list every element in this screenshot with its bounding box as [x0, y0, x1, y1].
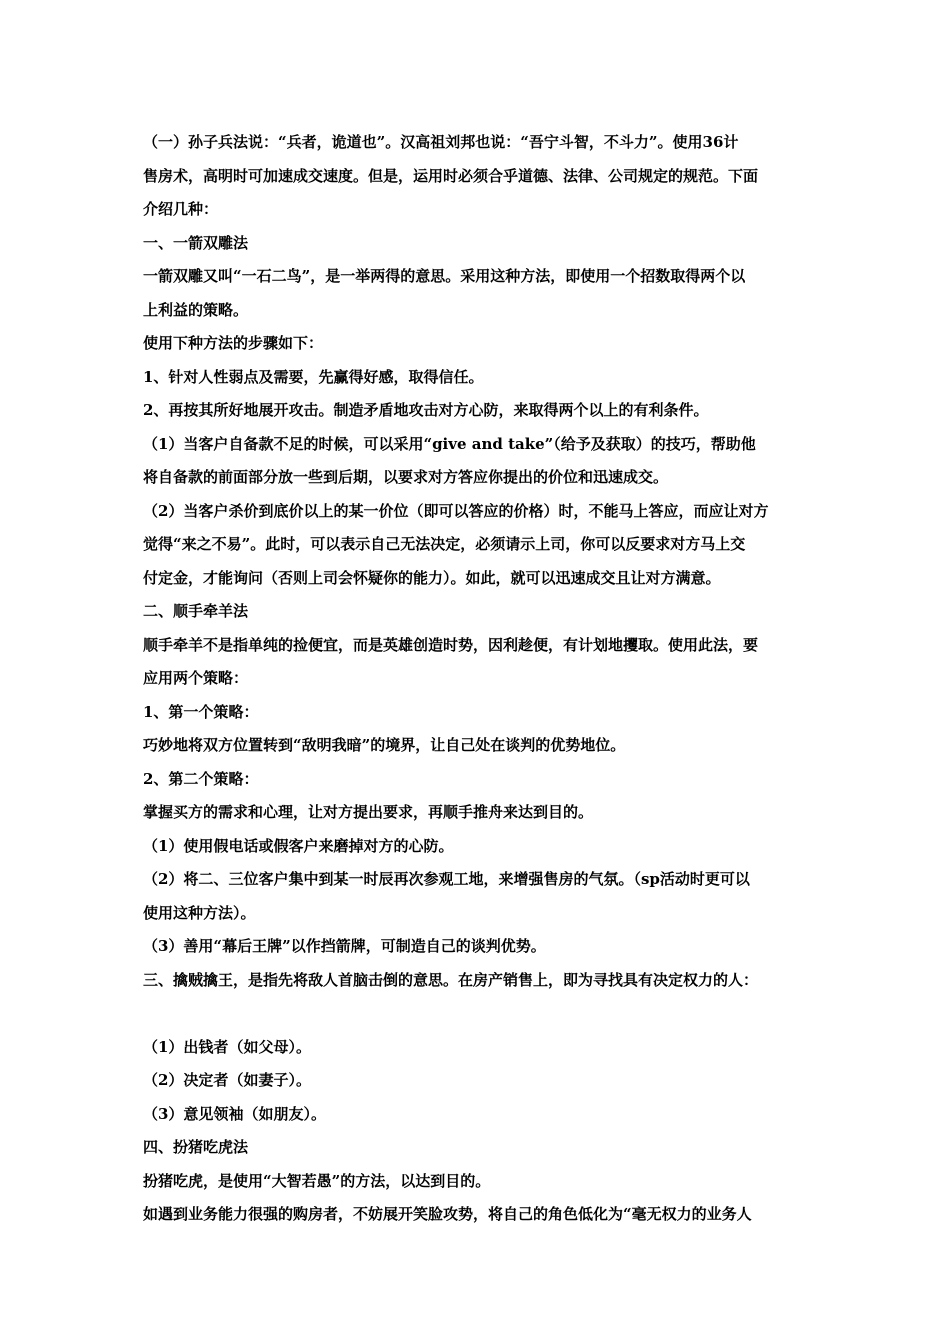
text-line: （2）决定者（如妻子）。 [143, 1071, 311, 1089]
text-line: （3）意见领袖（如朋友）。 [143, 1104, 326, 1123]
text-line: 将自备款的前面部分放一些到后期，以要求对方答应你提出的价位和迅速成交。 [143, 468, 669, 486]
text-line: （1）使用假电话或假客户来磨掉对方的心防。 [143, 836, 454, 855]
text-line: 介绍几种： [143, 200, 219, 218]
text-line: 1、针对人性弱点及需要，先赢得好感，取得信任。 [143, 367, 484, 386]
text-line: （1）出钱者（如父母）。 [143, 1037, 311, 1056]
document-body [143, 126, 808, 1232]
blank-line [143, 997, 808, 1031]
text-line: 三、擒贼擒王，是指先将敌人首脑击倒的意思。在房产销售上，即为寻找具有决定权力的人： [143, 970, 759, 989]
text-line: （1）当客户自备款不足的时候，可以采用“give and take”（给予及获取）的技巧，帮助他 [143, 434, 756, 453]
text-line: 使用这种方法）。 [143, 903, 256, 922]
text-line: 二、顺手牵羊法 [143, 602, 249, 620]
text-line: 一箭双雕又叫“一石二鸟”，是一举两得的意思。采用这种方法，即使用一个招数取得两个以 [143, 267, 746, 285]
text-line: 使用下种方法的步骤如下： [143, 334, 324, 352]
text-line: 如遇到业务能力很强的购房者，不妨展开笑脸攻势，将自己的角色低化为“毫无权力的业务人 [143, 1205, 752, 1223]
text-line: 掌握买方的需求和心理，让对方提出要求，再顺手推舟来达到目的。 [143, 803, 594, 821]
text-line: 应用两个策略： [143, 669, 249, 687]
text-line: 上利益的策略。 [143, 300, 249, 319]
text-line: 售房术，高明时可加速成交速度。但是，运用时必须合乎道德、法律、公司规定的规范。下面 [143, 166, 759, 185]
text-line: 一、一箭双雕法 [143, 233, 249, 252]
text-line: 付定金，才能询问（否则上司会怀疑你的能力）。如此，就可以迅速成交且让对方满意。 [143, 568, 721, 587]
text-line: 巧妙地将双方位置转到“敌明我暗”的境界，让自己处在谈判的优势地位。 [143, 736, 626, 754]
text-line: （2）将二、三位客户集中到某一时辰再次参观工地，来增强售房的气氛。（sp活动时更可以 [143, 870, 750, 888]
text-line: 四、扮猪吃虎法 [143, 1138, 249, 1156]
text-line: 2、第二个策略： [143, 769, 259, 788]
text-line: 1、第一个策略： [143, 702, 259, 721]
text-line: 顺手牵羊不是指单纯的捡便宜，而是英雄创造时势，因利趁便，有计划地攫取。使用此法，要 [143, 635, 759, 654]
text-line: （3）善用“幕后王牌”以作挡箭牌，可制造自己的谈判优势。 [143, 937, 546, 955]
text-line: （2）当客户杀价到底价以上的某一价位（即可以答应的价格）时，不能马上答应，而应让对方 [143, 501, 769, 520]
text-line: 扮猪吃虎，是使用“大智若愚”的方法，以达到目的。 [143, 1171, 491, 1190]
text-line: 觉得“来之不易”。此时，可以表示自己无法决定，必须请示上司，你可以反要求对方马上交 [143, 535, 746, 553]
text-line: 2、再按其所好地展开攻击。制造矛盾地攻击对方心防，来取得两个以上的有利条件。 [143, 401, 709, 419]
text-line: （一）孙子兵法说：“兵者，诡道也”。汉高祖刘邦也说：“吾宁斗智，不斗力”。使用36计 [143, 133, 739, 151]
